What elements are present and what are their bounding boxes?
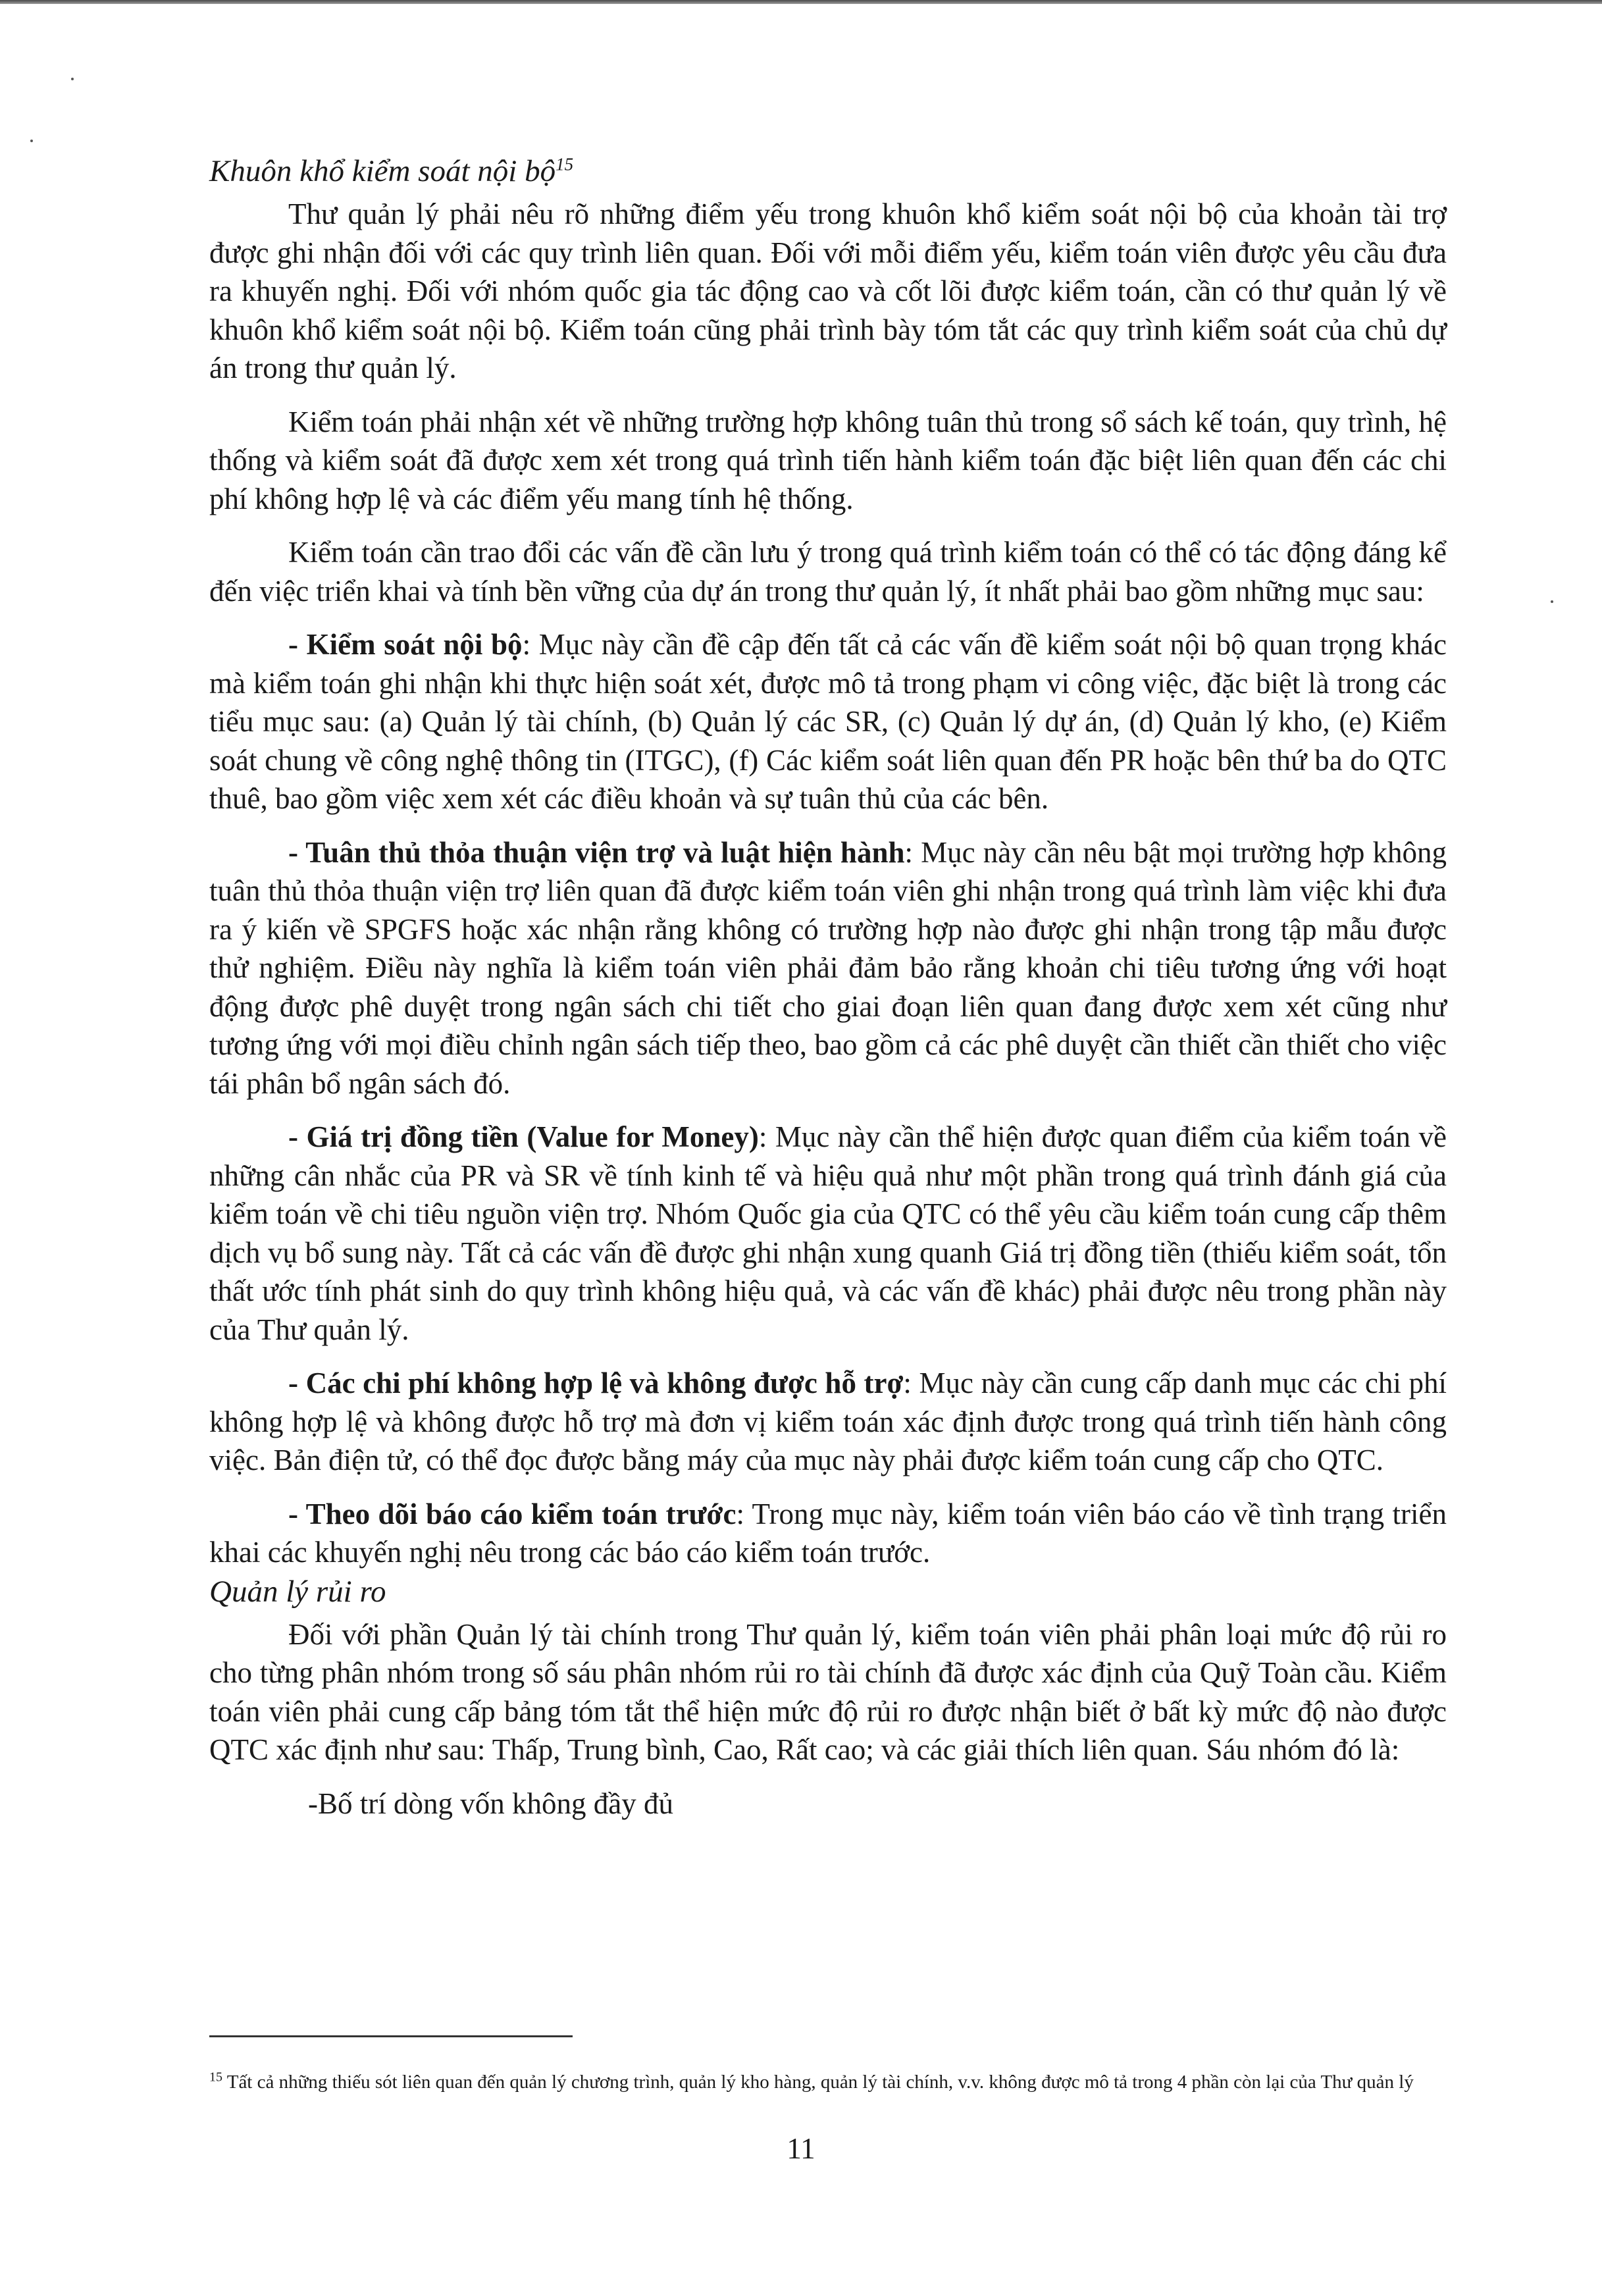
scan-speck: [71, 78, 74, 80]
list-item-internal-control: [209, 625, 1447, 818]
paragraph: Kiểm toán phải nhận xét về những trường hợp không tuân thủ trong sổ sách kế toán, quy trình, hệ thống và kiểm soát đã được xem xét trong quá trình tiến hành kiểm toán đặc biệt liên quan đến các chi phí không hợp lệ và các điểm yếu mang tính hệ thống.: [209, 405, 1447, 515]
footnote-text: Tất cả những thiếu sót liên quan đến quản lý chương trình, quản lý kho hàng, quản lý tài chính, v.v. không được mô tả trong 4 phần còn lại của Thư quản lý: [222, 2072, 1414, 2093]
paragraph: Đối với phần Quản lý tài chính trong Thư quản lý, kiểm toán viên phải phân loại mức độ rủi ro cho từng phân nhóm trong số sáu phân nhóm rủi ro tài chính đã được xác định của Quỹ Toàn cầu. Kiểm toán viên phải cung cấp bảng tóm tắt thể hiện mức độ rủi ro được nhận biết ở bất kỳ mức độ nào được QTC xác định như sau: Thấp, Trung bình, Cao, Rất cao; và các giải thích liên quan. Sáu nhóm đó là:: [209, 1617, 1447, 1766]
list-item-compliance: [209, 833, 1447, 1103]
list-item-text: : Mục này cần cung cấp danh mục các chi phí không hợp lệ và không được hỗ trợ mà đơn vị kiểm toán xác định được trong quá trình tiến hành công việc. Bản điện tử, có thể đọc được bằng máy của mục này phải được kiểm toán cung cấp cho QTC.: [209, 1367, 1447, 1476]
section-heading-internal-control: [209, 151, 1447, 191]
document-body: [209, 151, 1447, 1823]
section-heading-risk-management: Quản lý rủi ro: [209, 1574, 386, 1609]
list-item-prior-audit: [209, 1495, 1447, 1572]
scan-edge: [0, 0, 1602, 4]
paragraph: Kiểm toán cần trao đổi các vấn đề cần lưu ý trong quá trình kiểm toán có thể có tác động đáng kể đến việc triển khai và tính bền vững của dự án trong thư quản lý, ít nhất phải bao gồm những mục sau:: [209, 536, 1447, 608]
list-item-text: : Mục này cần đề cập đến tất cả các vấn đề kiểm soát nội bộ quan trọng khác mà kiểm toán ghi nhận khi thực hiện soát xét, được mô tả trong phạm vi công việc, đặc biệt là trong các tiểu mục sau: (a) Quản lý tài chính, (b) Quản lý các SR, (c) Quản lý dự án, (d) Quản lý kho, (e) Kiểm soát chung về công nghệ thông tin (ITGC), (f) Các kiểm soát liên quan đến PR hoặc bên thứ ba do QTC thuê, bao gồm việc xem xét các điều khoản và sự tuân thủ của các bên.: [209, 628, 1447, 815]
list-item-text: : Trong mục này, kiểm toán viên báo cáo về tình trạng triển khai các khuyến nghị nêu trong các báo cáo kiểm toán trước.: [209, 1497, 1447, 1569]
footnote-separator: [209, 2035, 573, 2037]
list-item-text: : Mục này cần thể hiện được quan điểm của kiểm toán về những cân nhắc của PR và SR về tính kinh tế và hiệu quả như một phần trong quá trình đánh giá của kiểm toán về chi tiêu nguồn viện trợ. Nhóm Quốc gia của QTC có thể yêu cầu kiểm toán cung cấp thêm dịch vụ bổ sung này. Tất cả các vấn đề được ghi nhận xung quanh Giá trị đồng tiền (thiếu kiểm soát, tổn thất ước tính phát sinh do quy trình không hiệu quả, và các vấn đề khác) phải được nêu trong phần này của Thư quản lý.: [209, 1120, 1447, 1346]
risk-list-item: -Bố trí dòng vốn không đầy đủ: [308, 1787, 673, 1820]
list-item-term: - Giá trị đồng tiền (Value for Money): [288, 1120, 759, 1153]
paragraph: Thư quản lý phải nêu rõ những điểm yếu trong khuôn khổ kiểm soát nội bộ của khoản tài trợ được ghi nhận đối với các quy trình liên quan. Đối với mỗi điểm yếu, kiểm toán viên được yêu cầu đưa ra khuyến nghị. Đối với nhóm quốc gia tác động cao và cốt lõi được kiểm toán, cần có thư quản lý về khuôn khổ kiểm soát nội bộ. Kiểm toán cũng phải trình bày tóm tắt các quy trình kiểm soát của chủ dự án trong thư quản lý.: [209, 197, 1447, 384]
list-item-term: - Tuân thủ thỏa thuận viện trợ và luật hiện hành: [288, 835, 905, 869]
footnote-area: [209, 2035, 1447, 2097]
footnote-mark: 15: [209, 2070, 222, 2085]
heading-text: Khuôn khổ kiểm soát nội bộ: [209, 154, 556, 188]
scan-speck: [30, 140, 33, 142]
page-number: 11: [787, 2132, 815, 2165]
list-item-ineligible-costs: [209, 1364, 1447, 1480]
list-item-term: - Kiểm soát nội bộ: [288, 628, 523, 661]
list-item-term: - Các chi phí không hợp lệ và không được hỗ trợ: [288, 1367, 904, 1399]
list-item-term: - Theo dõi báo cáo kiểm toán trước: [288, 1497, 736, 1530]
footnote-15: [209, 2068, 1447, 2097]
scan-speck: [1551, 600, 1553, 603]
list-item-value-for-money: [209, 1118, 1447, 1349]
list-item-text: : Mục này cần nêu bật mọi trường hợp không tuân thủ thỏa thuận viện trợ liên quan đã được kiểm toán viên ghi nhận trong quá trình làm việc khi đưa ra ý kiến về SPGFS hoặc xác nhận rằng không có trường hợp nào được ghi nhận trong tập mẫu được thử nghiệm. Điều này nghĩa là kiểm toán viên phải đảm bảo rằng khoản chi tiêu tương ứng với hoạt động được phê duyệt trong ngân sách chi tiết cho giai đoạn liên quan đang được xem xét cũng như tương ứng với mọi điều chỉnh ngân sách tiếp theo, bao gồm cả các phê duyệt cần thiết cần thiết cho việc tái phân bổ ngân sách đó.: [209, 835, 1447, 1100]
footnote-ref: 15: [556, 154, 574, 174]
